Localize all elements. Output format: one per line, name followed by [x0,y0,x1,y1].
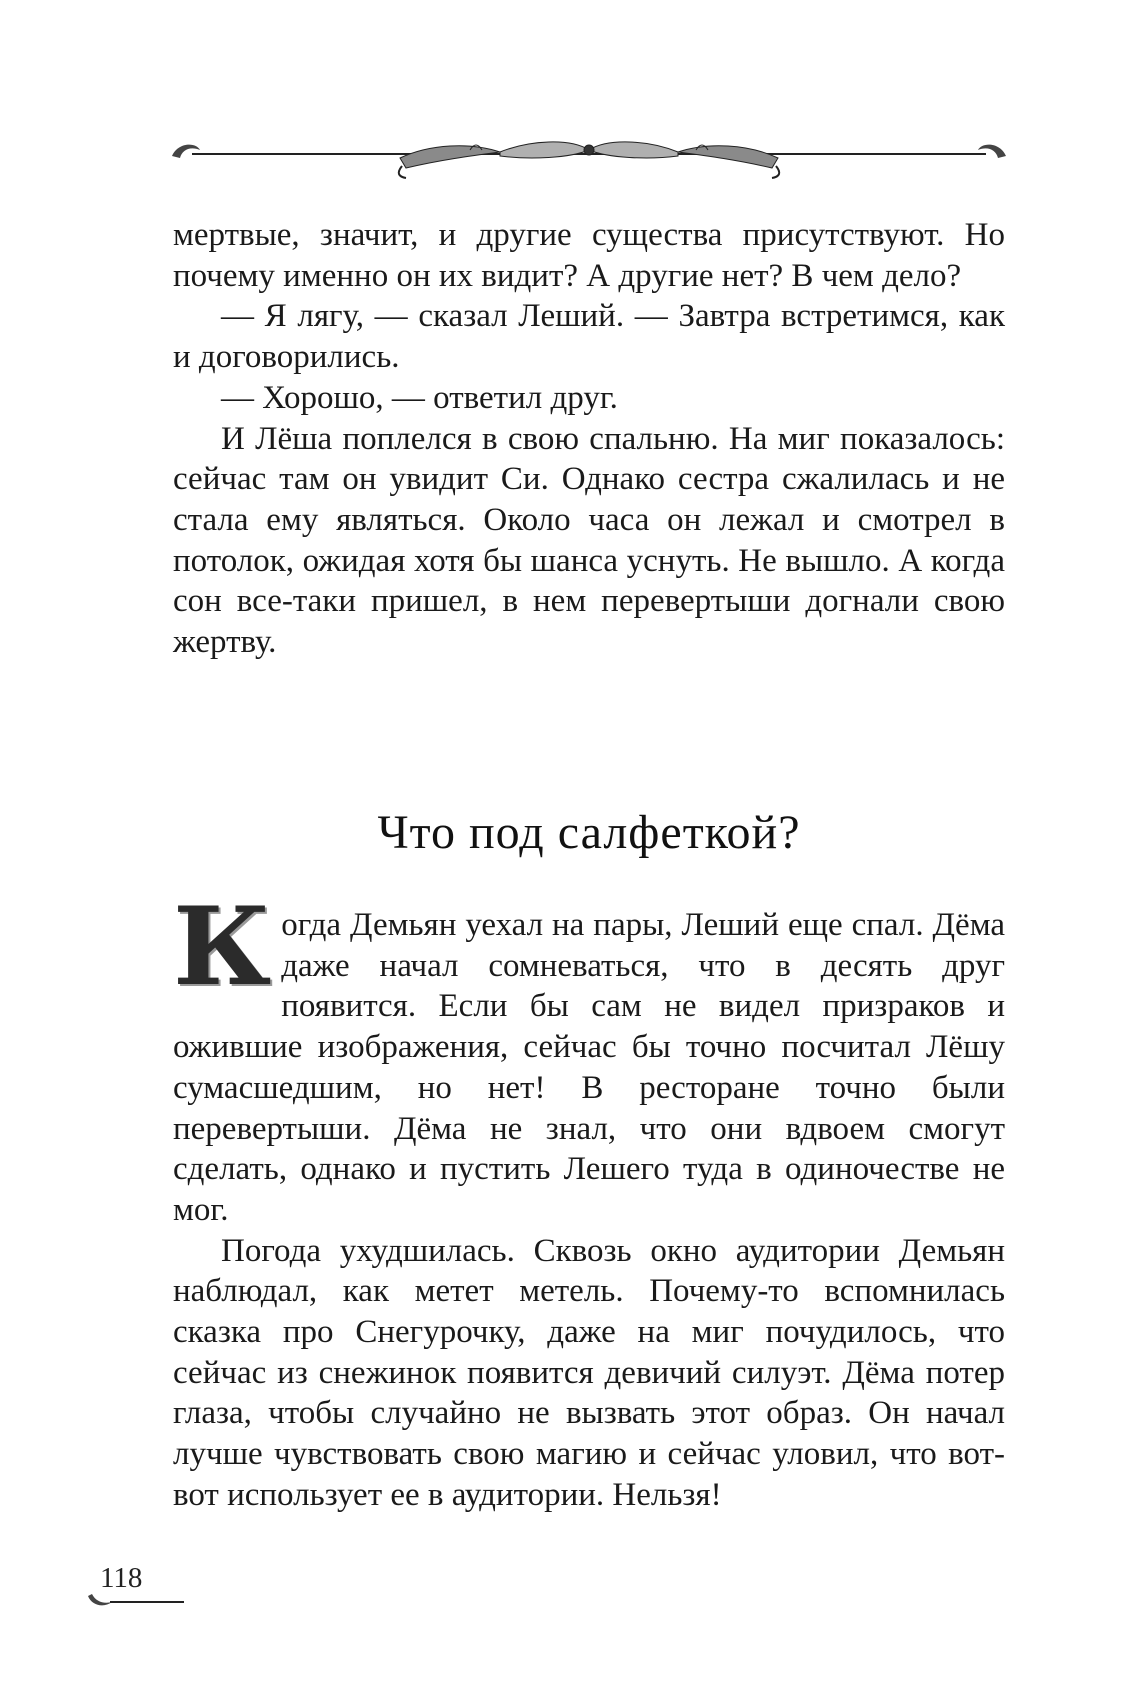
drop-cap: К [173,884,272,1010]
paragraph [173,884,1005,1231]
text-block-top [173,215,1005,663]
top-ornament-icon [170,138,1008,182]
bottom-ornament-icon [86,1590,186,1610]
paragraph: Погода ухудшилась. Сквозь окно аудитории Демьян наблюдал, как метет метель. Почему-то вспомнилась сказка про Снегурочку, даже на миг почудилось, что сейчас из снежинок появится девичий силуэт. Дёма потер глаза, чтобы случайно не вызвать этот образ. Он начал лучше чувствовать свою магию и сейчас уловил, что вот-вот использует ее в аудитории. Нельзя! [173,1232,1005,1513]
text-block-chapter [173,884,1005,1516]
paragraph: мертвые, значит, и другие существа присутствуют. Но почему именно он их видит? А другие нет? В чем дело? [173,217,1005,294]
chapter-title: Что под салфеткой? [377,806,801,859]
paragraph-text: огда Демьян уехал на пары, Леший еще спал. Дёма даже начал сомневаться, что в десять друг появится. Если бы сам не видел призраков и ожившие изображения, сейчас бы точно посчитал Лёшу сумасшедшим, но нет! В ресторане точно были перевертыши. Дёма не знал, что они вдвоем смогут сделать, однако и пустить Лешего туда в одиночестве не мог. [173,907,1005,1228]
page-number: 118 [100,1562,143,1594]
paragraph: И Лёша поплелся в свою спальню. На миг показалось: сейчас там он увидит Си. Однако сестра сжалилась и не стала ему являться. Около часа он лежал и смотрел в потолок, ожидая хотя бы шанса уснуть. Не вышло. А когда сон все-таки пришел, в нем перевертыши догнали свою жертву. [173,420,1005,661]
paragraph: — Хорошо, — ответил друг. [221,379,618,416]
paragraph: — Я лягу, — сказал Леший. — Завтра встретимся, как и договорились. [173,298,1005,376]
